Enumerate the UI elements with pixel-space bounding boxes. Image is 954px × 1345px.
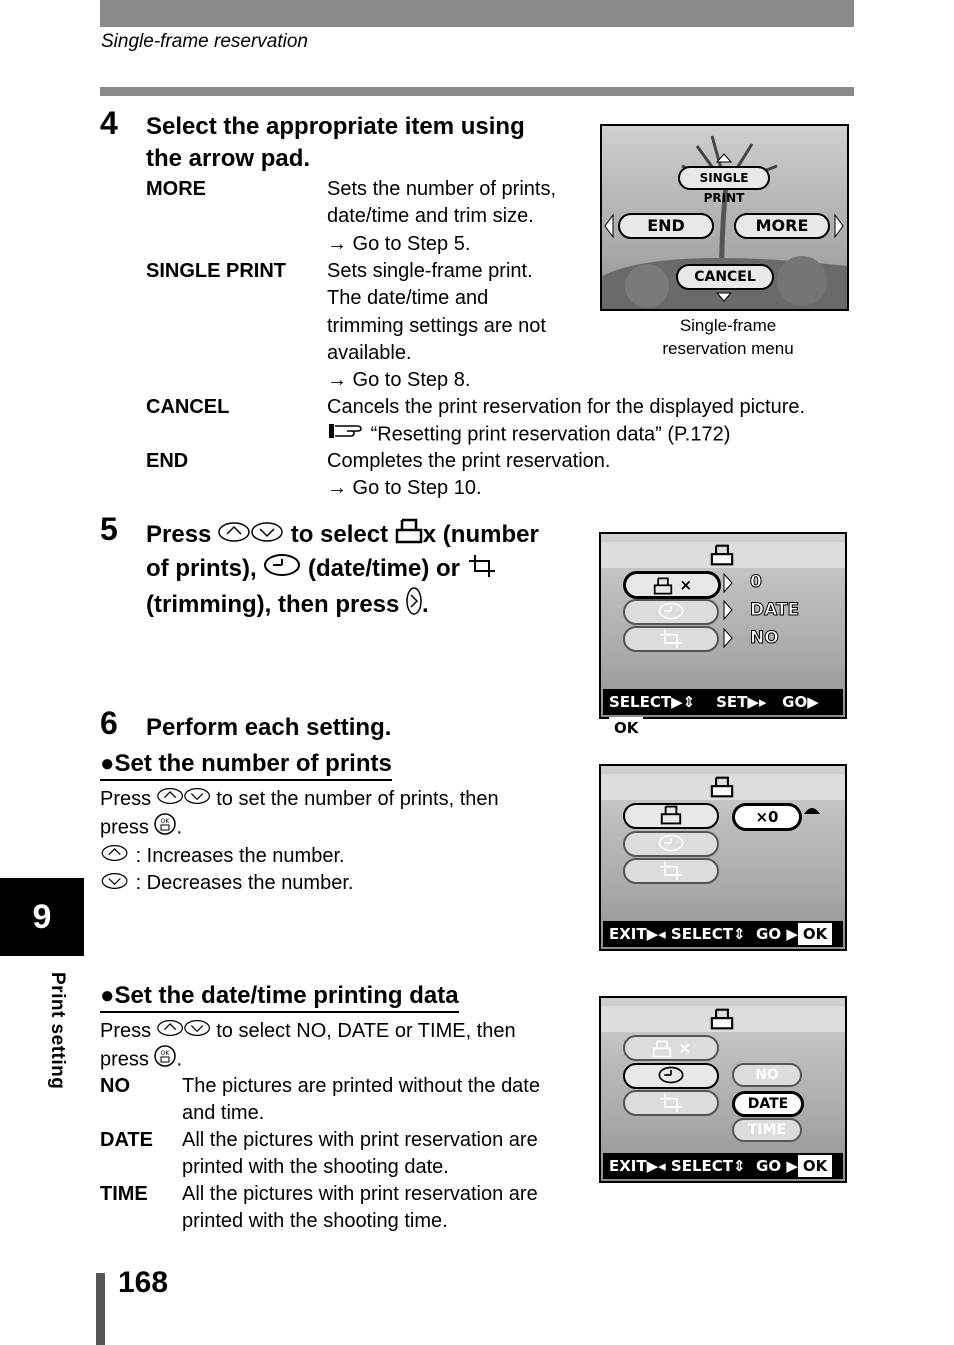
term-no: NO [100, 1075, 130, 1097]
chapter-label: Print setting [47, 972, 68, 1090]
print-icon [659, 805, 683, 825]
step-5-title: Press to select x (number of prints), (date/time) or (trimming), then press . [146, 518, 586, 625]
arrow-up-icon [717, 154, 731, 162]
arrow-up-icon [100, 843, 130, 870]
ok-button-icon: OK [609, 717, 643, 739]
ok-button-icon [154, 1045, 176, 1075]
term-more: MORE [146, 178, 206, 200]
clock-icon [654, 833, 688, 853]
trim-icon [656, 860, 686, 880]
term-date: DATE [100, 1129, 153, 1151]
arrow-right-icon [724, 574, 732, 592]
ok-button-icon [154, 813, 176, 843]
screen-footer: EXIT▶◂ SELECT⇕ GO ▶ OK [603, 921, 843, 947]
prints-instructions: Press to set the number of prints, then press OK . : Increases the number. : Decreases the number. [100, 786, 580, 898]
print-icon [710, 776, 734, 798]
value-prints: 0 [750, 572, 762, 592]
step-6-number: 6 [100, 705, 118, 741]
term-cancel: CANCEL [146, 396, 230, 418]
screen-reservation-menu [600, 124, 849, 311]
trim-icon [656, 628, 686, 648]
screen-number-of-prints [599, 764, 847, 951]
print-icon [710, 544, 734, 566]
option-prints[interactable]: × [623, 571, 721, 599]
option-trimming[interactable] [623, 858, 719, 884]
term-end: END [146, 450, 189, 472]
menu-single-print[interactable]: SINGLE PRINT [678, 166, 770, 190]
menu-more[interactable]: MORE [734, 213, 830, 239]
page-number-bar [96, 1273, 105, 1345]
clock-icon [263, 553, 301, 586]
desc-cancel: Cancels the print reservation for the displayed picture. “Resetting print reservation data” (P.172) [327, 394, 805, 450]
desc-time: All the pictures with print reservation are printed with the shooting time. [182, 1183, 538, 1233]
choice-time[interactable]: TIME [732, 1118, 802, 1142]
screen-print-settings [599, 532, 847, 737]
heading-number-of-prints: ●Set the number of prints [100, 750, 392, 781]
datetime-instructions: Press to select NO, DATE or TIME, then press OK . [100, 1018, 580, 1075]
header-bar [100, 0, 854, 27]
term-single-print: SINGLE PRINT [146, 260, 287, 282]
arrow-right-icon [835, 215, 843, 237]
print-icon [652, 577, 674, 595]
arrow-right-button-icon [406, 586, 422, 625]
desc-no: The pictures are printed without the date and time. [182, 1075, 540, 1125]
term-time: TIME [100, 1183, 148, 1205]
print-icon [710, 1008, 734, 1030]
arrow-down-icon [717, 293, 731, 301]
menu-end[interactable]: END [618, 213, 714, 239]
step-4-number: 4 [100, 105, 118, 141]
up-down-arrow-icon [157, 786, 211, 813]
option-datetime[interactable] [623, 1063, 719, 1089]
arrow-right-icon [724, 629, 732, 647]
step-4-title: Select the appropriate item using the arrow pad. [146, 113, 525, 172]
value-datetime: DATE [750, 600, 800, 620]
desc-single-print: Sets single-frame print. The date/time and trimming settings are not available. → Go to Step 8. [327, 260, 546, 392]
screen-footer: EXIT▶◂ SELECT⇕ GO ▶ OK [603, 1153, 843, 1179]
screen-footer: SELECT▶⇕ SET▶▸ GO▶OK [603, 689, 843, 715]
up-down-arrow-icon [157, 1018, 211, 1045]
desc-more: Sets the number of prints, date/time and trim size. → Go to Step 5. [327, 178, 557, 255]
clock-icon [654, 1065, 688, 1085]
svg-text:OK: OK [161, 818, 170, 826]
step-5-number: 5 [100, 511, 118, 547]
print-icon [651, 1040, 673, 1058]
arrow-down-icon [100, 871, 130, 898]
clock-icon [654, 601, 688, 621]
choice-no[interactable]: NO [732, 1063, 802, 1087]
ok-button-icon: OK [798, 1155, 832, 1177]
prints-count-value[interactable]: ×0 [732, 803, 802, 831]
trim-icon [467, 553, 497, 586]
option-prints[interactable] [623, 803, 719, 829]
arrow-up-icon [804, 805, 820, 814]
reference-hand-icon [327, 421, 365, 449]
step-6-title: Perform each setting. [146, 714, 392, 741]
running-title: Single-frame reservation [101, 31, 308, 52]
up-down-arrow-icon [218, 520, 284, 552]
trim-icon [656, 1092, 686, 1112]
value-trimming: NO [750, 628, 779, 648]
heading-datetime: ●Set the date/time printing data [100, 982, 459, 1013]
menu-cancel[interactable]: CANCEL [676, 264, 774, 290]
chapter-tab: 9 [0, 878, 84, 956]
option-prints[interactable]: × [623, 1035, 719, 1061]
screen-caption: Single-frame reservation menu [662, 316, 794, 358]
arrow-left-icon [605, 215, 613, 237]
screen-datetime [599, 996, 847, 1183]
ok-button-icon: OK [798, 923, 832, 945]
option-trimming[interactable] [623, 1090, 719, 1116]
svg-text:OK: OK [161, 1050, 170, 1058]
desc-date: All the pictures with print reservation are printed with the shooting date. [182, 1129, 538, 1179]
option-datetime[interactable] [623, 599, 719, 625]
print-icon [395, 518, 423, 553]
page-number: 168 [118, 1266, 169, 1299]
arrow-right-icon [724, 601, 732, 619]
section-rule [100, 87, 854, 96]
option-datetime[interactable] [623, 831, 719, 857]
desc-end: Completes the print reservation. → Go to Step 10. [327, 450, 611, 500]
option-trimming[interactable] [623, 626, 719, 652]
choice-date[interactable]: DATE [732, 1091, 804, 1117]
